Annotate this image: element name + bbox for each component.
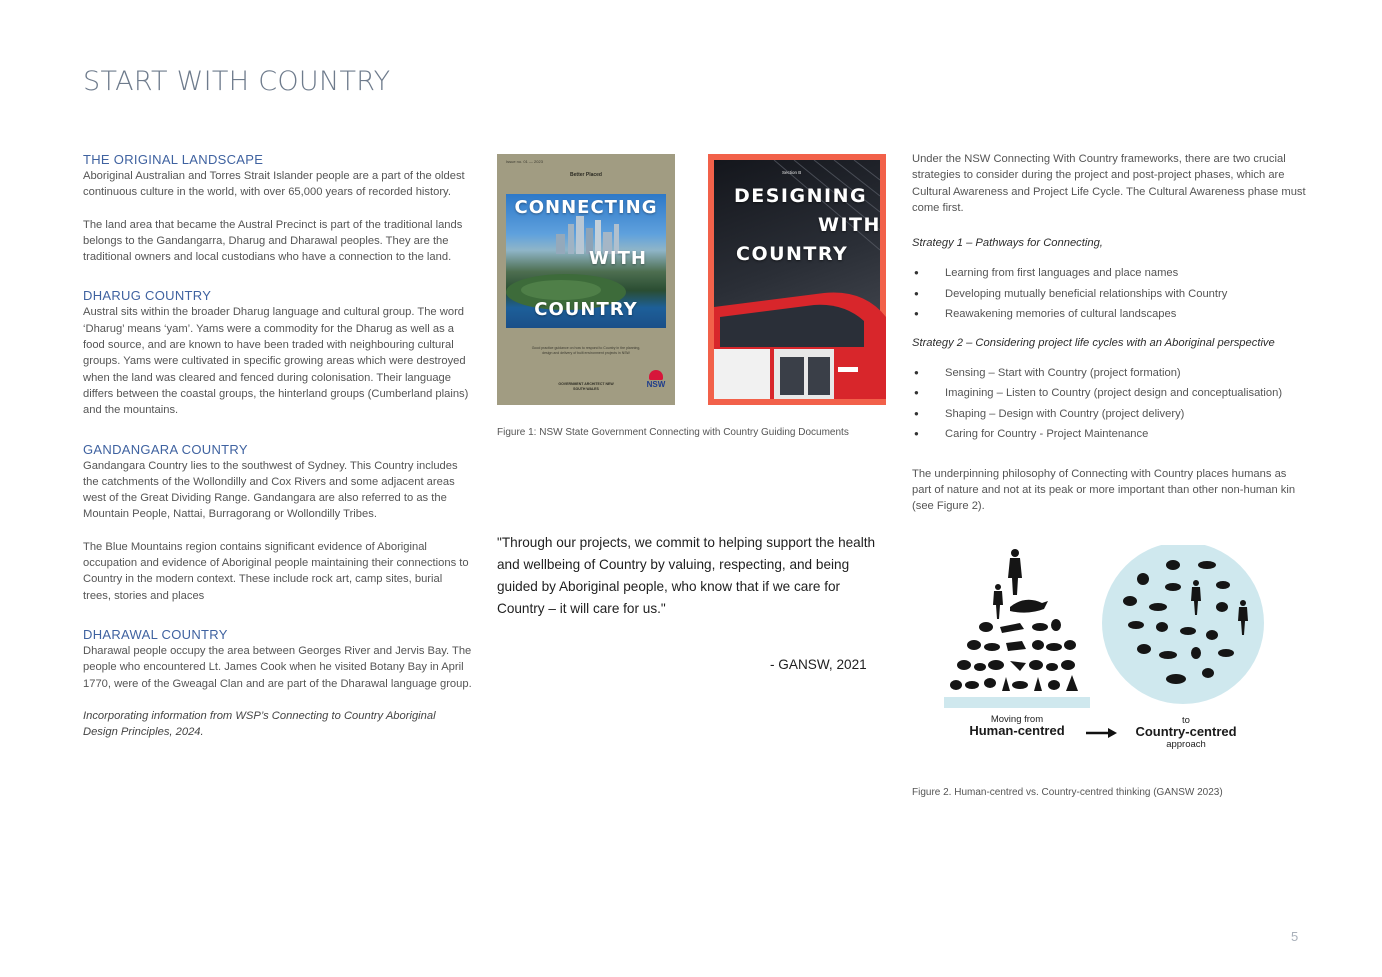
cover-section-label: Section B: [782, 170, 802, 175]
cover-government-architect: GOVERNMENT ARCHITECT NEW SOUTH WALES: [558, 382, 614, 391]
list-item: ● Sensing – Start with Country (project formation): [912, 363, 1307, 384]
list-item: ● Caring for Country - Project Maintenance: [912, 424, 1307, 445]
cover-word-with: WITH: [589, 248, 647, 269]
pyramid-silhouettes: [950, 549, 1078, 691]
list-item: ● Reawakening memories of cultural landscapes: [912, 304, 1307, 325]
gandangara-country-paragraph-1: Gandangara Country lies to the southwest of Sydney. This Country includes the catchments of the Wollondilly and Cox Rivers and some adjacent areas west of the Great Dividing Range. Gandangara are also referred to as the Mountain People, Nattai, Burragorang or Wollondilly Tribes.: [83, 459, 458, 521]
list-item: ● Developing mutually beneficial relationships with Country: [912, 284, 1307, 305]
cover-word-connecting: CONNECTING: [514, 197, 658, 218]
section-heading-original-landscape: THE ORIGINAL LANDSCAPE: [83, 152, 264, 167]
pull-quote: "Through our projects, we commit to helping support the health and wellbeing of Country by valuing, respecting, and being guided by Aboriginal people, who know that if we care for Country – it will care for us.": [497, 535, 876, 616]
quote-attribution: - GANSW, 2021: [770, 657, 867, 672]
source-credit: Incorporating information from WSP’s Connecting to Country Aboriginal Design Principles, 2024.: [83, 709, 436, 739]
cover-issue-text: Issue no. 01 — 2023: [506, 159, 543, 164]
frameworks-intro: Under the NSW Connecting With Country frameworks, there are two crucial strategies to consider during the project and post-project phases, which are Cultural Awareness and Project Life Cycle. The Cultural Awareness phase must come first.: [912, 153, 1306, 214]
bullet-icon: ●: [914, 309, 919, 319]
designing-with-country-cover: [708, 154, 886, 405]
dharawal-country-paragraph: Dharawal people occupy the area between Georges River and Jervis Bay. The people who encountered Lt. James Cook when he visited Botany Bay in April 1770, were of the Gweagal Clan and are part of the Dharawal language group.: [83, 644, 472, 690]
section-heading-gandangara-country: GANDANGARA COUNTRY: [83, 441, 248, 457]
cover-description: Good practice guidance on how to respond to Country in the planning, design and delivery of built environment projects in NSW: [531, 346, 641, 355]
strategy-2-list: [912, 363, 1307, 445]
bullet-icon: ●: [914, 429, 919, 439]
human-centred-label: Human-centred: [969, 723, 1065, 738]
country-centred-label: Country-centred: [1135, 724, 1237, 739]
bullet-icon: ●: [914, 268, 919, 278]
human-vs-country-centred-diagram: [940, 545, 1270, 755]
figure-1-caption: Figure 1: NSW State Government Connecting with Country Guiding Documents: [497, 427, 849, 438]
nsw-logo-text: NSW: [646, 380, 666, 389]
bullet-icon: ●: [914, 288, 919, 298]
cover-word-designing: DESIGNING: [734, 185, 868, 207]
strategy-2-title: Strategy 2 – Considering project life cycles with an Aboriginal perspective: [912, 336, 1275, 349]
pyramid-base: [944, 697, 1090, 708]
original-landscape-paragraph-1: Aboriginal Australian and Torres Strait Islander people are a part of the oldest continuous culture in the world, with over 65,000 years of recorded history.: [83, 170, 465, 199]
approach-label: approach: [1166, 739, 1206, 750]
cover-word-country-2: COUNTRY: [736, 243, 849, 265]
page-title: START WITH COUNTRY: [83, 66, 391, 97]
left-column: [83, 151, 473, 740]
right-column: [912, 151, 1307, 515]
to-label: to: [1182, 715, 1190, 726]
nsw-logo: [645, 370, 667, 394]
dharug-country-paragraph: Austral sits within the broader Dharug language and cultural group. The word ‘Dharug’ means ‘yam’. Yams were a commodity for the Dharug as well as a food source, and are known to have been traded with neighbouring cultural groups. Yams were cultivated in specific growing areas which were destroyed when the land was cleared and fenced during colonisation. Their language differs between the coastal groups, the hinterland groups (Cumberland plains) and the mountains.: [83, 306, 469, 417]
moving-from-label: Moving from: [990, 714, 1044, 725]
philosophy-paragraph: The underpinning philosophy of Connecting with Country places humans as part of nature and not at its peak or more important than other non-human kin (see Figure 2).: [912, 467, 1296, 513]
bullet-icon: ●: [914, 388, 919, 398]
list-item: ● Imagining – Listen to Country (project design and conceptualisation): [912, 383, 1307, 404]
original-landscape-paragraph-2: The land area that became the Austral Precinct is part of the traditional lands belongs to the Gandangarra, Dharug and Dharawal peoples. They are the traditional owners and local custodians who have a connection to the land.: [83, 218, 463, 264]
bullet-icon: ●: [914, 367, 919, 377]
cover-subtitle: Better Placed: [570, 172, 602, 178]
page-number: 5: [1291, 929, 1299, 944]
strategy-1-list: [912, 263, 1307, 325]
light-rail-tram-illustration: [714, 287, 886, 399]
cover-word-country: COUNTRY: [534, 299, 638, 320]
arrow-right-icon: [1086, 728, 1117, 738]
cover-word-with-2: WITH: [818, 214, 881, 236]
strategy-1-title: Strategy 1 – Pathways for Connecting,: [912, 237, 1103, 250]
sydney-harbour-photo: [506, 194, 666, 328]
waratah-icon: [649, 370, 663, 380]
section-heading-dharug-country: DHARUG COUNTRY: [83, 288, 212, 304]
section-heading-dharawal-country: DHARAWAL COUNTRY: [83, 626, 228, 642]
figure-2-caption: Figure 2. Human-centred vs. Country-centred thinking (GANSW 2023): [912, 787, 1223, 798]
bullet-icon: ●: [914, 408, 919, 418]
list-item: ● Shaping – Design with Country (project delivery): [912, 404, 1307, 425]
gandangara-country-paragraph-2: The Blue Mountains region contains significant evidence of Aboriginal occupation and evidence of Aboriginal people maintaining their connections to Country in the modern context. These include rock art, camp sites, burial trees, stories and places: [83, 540, 469, 602]
list-item: ● Learning from first languages and place names: [912, 263, 1307, 284]
connecting-with-country-cover: [497, 154, 675, 405]
